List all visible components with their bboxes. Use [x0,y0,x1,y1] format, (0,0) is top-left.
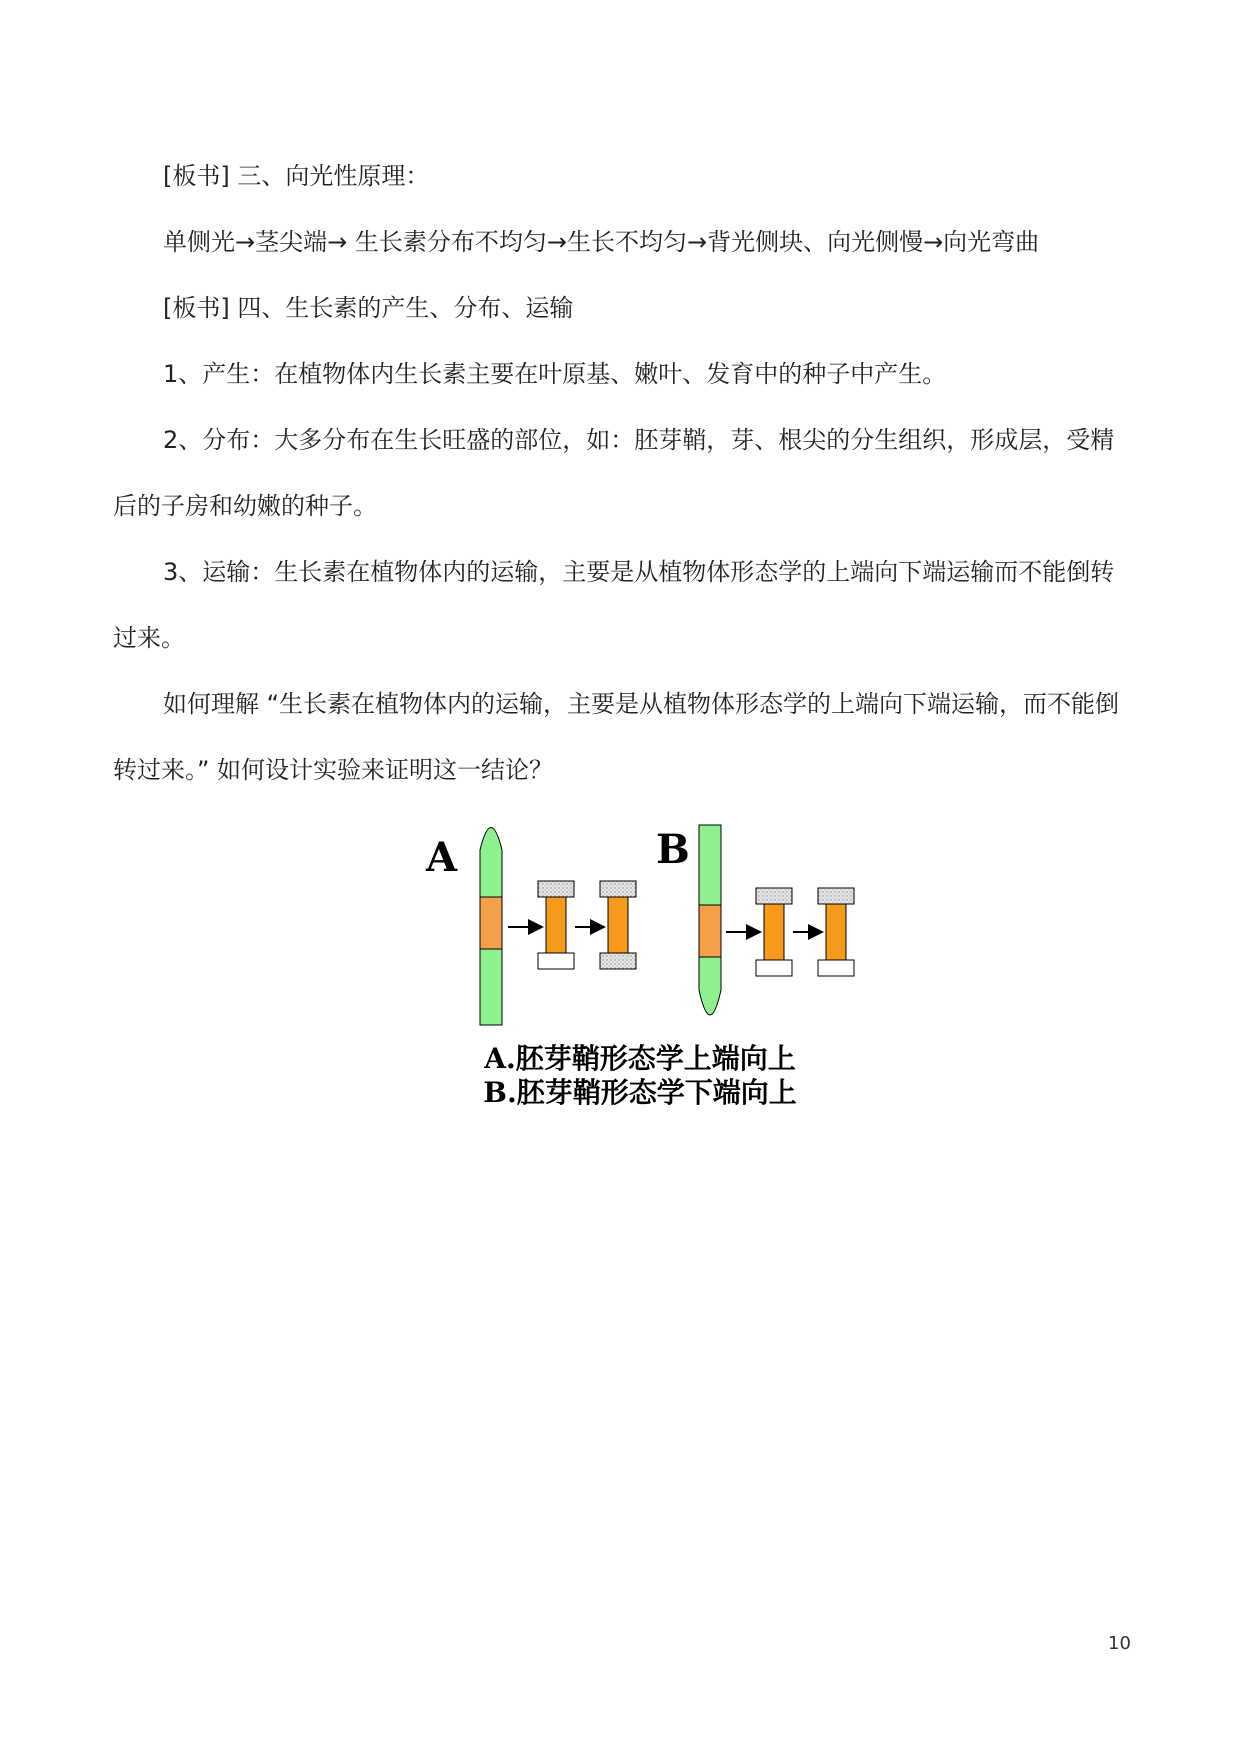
segment-b1 [764,904,784,960]
caption-a: A.胚芽鞘形态学上端向上 [484,1042,796,1075]
paragraph-phototropism-chain: 单侧光→茎尖端→ 生长素分布不均匀→生长不均匀→背光侧块、向光侧慢→向光弯曲 [163,228,1040,256]
segment-a1 [546,897,566,953]
label-b: B [656,826,690,873]
coleoptile-b-segment [699,905,721,957]
paragraph-transport: 3、运输：生长素在植物体内的运输，主要是从植物体形态学的上端向下端运输而不能倒转过来。 [113,558,1115,652]
agar-receiver-a1 [538,953,574,969]
label-a: A [426,834,458,881]
paragraph-distribution: 2、分布：大多分布在生长旺盛的部位，如：胚芽鞘，芽、根尖的分生组织，形成层，受精后的子房和幼嫩的种子。 [113,426,1115,520]
segment-b2 [826,904,846,960]
paragraph-production: 1、产生：在植物体内生长素主要在叶原基、嫩叶、发育中的种子中产生。 [163,360,947,388]
agar-donor-a2 [600,881,636,897]
agar-receiver-b1 [756,960,792,976]
agar-donor-b2 [818,888,854,904]
agar-donor-a1 [538,881,574,897]
experiment-diagram [410,815,870,1045]
coleoptile-a-segment [480,897,502,949]
segment-a2 [608,897,628,953]
agar-receiver-a2 [600,953,636,969]
heading-auxin-section: [板书] 四、生长素的产生、分布、运输 [163,294,574,322]
page-number: 10 [1108,1633,1131,1654]
agar-receiver-b2 [818,960,854,976]
caption-b: B.胚芽鞘形态学下端向上 [483,1076,797,1109]
heading-phototropism: [板书] 三、向光性原理： [163,162,430,190]
paragraph-question: 如何理解 “生长素在植物体内的运输，主要是从植物体形态学的上端向下端运输，而不能倒转过来。” 如何设计实验来证明这一结论？ [113,690,1120,784]
agar-donor-b1 [756,888,792,904]
auxin-transport-figure [410,815,870,1115]
